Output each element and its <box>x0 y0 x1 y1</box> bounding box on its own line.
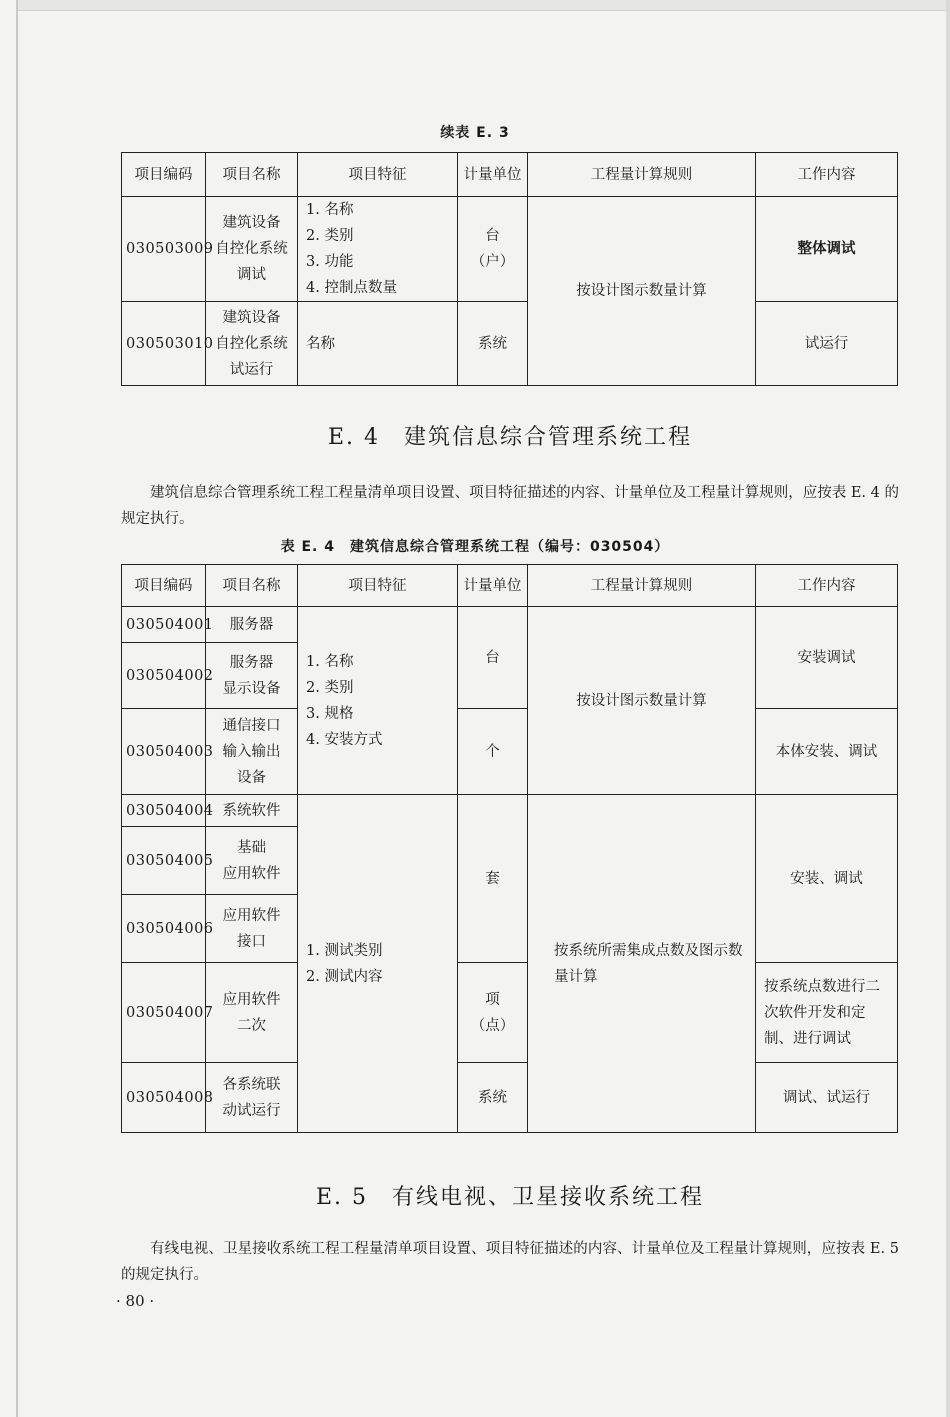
table-row <box>122 1063 898 1133</box>
item-name-line: 自控化系统 <box>215 335 288 352</box>
work-content: 按系统点数进行二次软件开发和定制、进行调试 <box>756 963 898 1063</box>
item-unit: 台 <box>458 607 528 709</box>
scan-edge-top <box>18 0 950 11</box>
feature-line: 1. 名称 <box>306 202 354 218</box>
item-features: 名称 <box>298 302 458 386</box>
item-code: 030504008 <box>122 1063 206 1133</box>
item-unit: 系统 <box>458 1063 528 1133</box>
item-unit: 系统 <box>458 302 528 386</box>
item-name <box>206 643 298 709</box>
item-name-line: 接口 <box>237 933 266 950</box>
header-unit: 计量单位 <box>458 153 528 197</box>
table-e4 <box>121 564 898 1133</box>
unit-line: （户） <box>470 254 515 270</box>
table-e4-caption: 表 E. 4 建筑信息综合管理系统工程（编号：030504） <box>280 539 670 555</box>
item-name-line: 设备 <box>237 769 266 786</box>
item-name-line: 试运行 <box>229 361 274 378</box>
header-features: 项目特征 <box>298 153 458 197</box>
item-name <box>206 827 298 895</box>
item-name <box>206 1063 298 1133</box>
table-row <box>122 795 898 827</box>
item-unit: 个 <box>458 709 528 795</box>
item-name-line: 基础 <box>237 839 266 856</box>
work-content: 本体安装、调试 <box>756 709 898 795</box>
item-code: 030503010 <box>122 302 206 386</box>
section-e5-paragraph: 有线电视、卫星接收系统工程工程量清单项目设置、项目特征描述的内容、计量单位及工程量计算规则，应按表 E. 5 的规定执行。 <box>121 1241 899 1283</box>
item-name: 系统软件 <box>206 795 298 827</box>
table-row <box>122 302 898 386</box>
item-name-line: 显示设备 <box>222 680 281 697</box>
work-content: 安装、调试 <box>756 795 898 963</box>
section-e5-title: E. 5 有线电视、卫星接收系统工程 <box>315 1185 705 1210</box>
header-name: 项目名称 <box>206 565 298 607</box>
calc-rule: 按设计图示数量计算 <box>528 607 756 795</box>
table-e3-caption: 续表 E. 3 <box>440 125 510 141</box>
item-unit: 套 <box>458 795 528 963</box>
feature-line: 4. 控制点数量 <box>306 280 397 296</box>
item-name <box>206 895 298 963</box>
work-content: 整体调试 <box>756 197 898 302</box>
item-name-line: 各系统联 <box>222 1076 281 1093</box>
table-e3 <box>121 152 898 386</box>
table-row <box>122 197 898 302</box>
item-name <box>206 197 298 302</box>
item-unit <box>458 963 528 1063</box>
section-e4-paragraph: 建筑信息综合管理系统工程工程量清单项目设置、项目特征描述的内容、计量单位及工程量计算规则，应按表 E. 4 的规定执行。 <box>121 485 899 527</box>
item-features <box>298 607 458 795</box>
calc-rule: 按设计图示数量计算 <box>528 197 756 386</box>
calc-rule: 按系统所需集成点数及图示数量计算 <box>528 795 756 1133</box>
unit-line: 台 <box>485 228 500 244</box>
item-code: 030504006 <box>122 895 206 963</box>
header-work: 工作内容 <box>756 153 898 197</box>
item-code: 030504003 <box>122 709 206 795</box>
item-code: 030504001 <box>122 607 206 643</box>
header-code: 项目编码 <box>122 153 206 197</box>
item-name <box>206 302 298 386</box>
item-unit <box>458 197 528 302</box>
item-name-line: 二次 <box>237 1017 266 1034</box>
item-name-line: 建筑设备 <box>222 215 281 231</box>
header-code: 项目编码 <box>122 565 206 607</box>
item-name <box>206 963 298 1063</box>
item-name-line: 通信接口 <box>222 717 281 734</box>
feature-line: 4. 安装方式 <box>306 731 383 748</box>
item-code: 030503009 <box>122 197 206 302</box>
work-content: 调试、试运行 <box>756 1063 898 1133</box>
feature-line: 2. 类别 <box>306 228 354 244</box>
table-e4-header <box>122 565 898 607</box>
item-name: 服务器 <box>206 607 298 643</box>
item-name-line: 应用软件 <box>222 907 281 924</box>
item-name-line: 输入输出 <box>222 743 281 760</box>
work-content: 安装调试 <box>756 607 898 709</box>
table-row <box>122 709 898 795</box>
header-features: 项目特征 <box>298 565 458 607</box>
feature-line: 3. 规格 <box>306 705 354 722</box>
table-e3-header <box>122 153 898 197</box>
item-name-line: 动试运行 <box>222 1102 281 1119</box>
item-name-line: 调试 <box>237 267 266 283</box>
item-name-line: 自控化系统 <box>215 241 288 257</box>
item-features <box>298 795 458 1133</box>
header-work: 工作内容 <box>756 565 898 607</box>
item-code: 030504007 <box>122 963 206 1063</box>
item-name-line: 建筑设备 <box>222 309 281 326</box>
item-name-line: 服务器 <box>229 654 274 671</box>
header-rule: 工程量计算规则 <box>528 565 756 607</box>
feature-line: 3. 功能 <box>306 254 354 270</box>
feature-line: 2. 类别 <box>306 679 354 696</box>
item-code: 030504005 <box>122 827 206 895</box>
item-code: 030504002 <box>122 643 206 709</box>
unit-line: （点） <box>470 1017 515 1034</box>
item-name <box>206 709 298 795</box>
work-content: 试运行 <box>756 302 898 386</box>
item-name-line: 应用软件 <box>222 991 281 1008</box>
page-number: · 80 · <box>116 1292 155 1310</box>
header-rule: 工程量计算规则 <box>528 153 756 197</box>
item-code: 030504004 <box>122 795 206 827</box>
feature-line: 1. 测试类别 <box>306 942 383 959</box>
section-e4-title: E. 4 建筑信息综合管理系统工程 <box>327 425 693 450</box>
unit-line: 项 <box>485 991 500 1008</box>
header-unit: 计量单位 <box>458 565 528 607</box>
item-features <box>298 197 458 302</box>
table-row <box>122 607 898 643</box>
feature-line: 2. 测试内容 <box>306 968 383 985</box>
header-name: 项目名称 <box>206 153 298 197</box>
feature-line: 1. 名称 <box>306 653 354 670</box>
table-row <box>122 963 898 1063</box>
item-name-line: 应用软件 <box>222 865 281 882</box>
